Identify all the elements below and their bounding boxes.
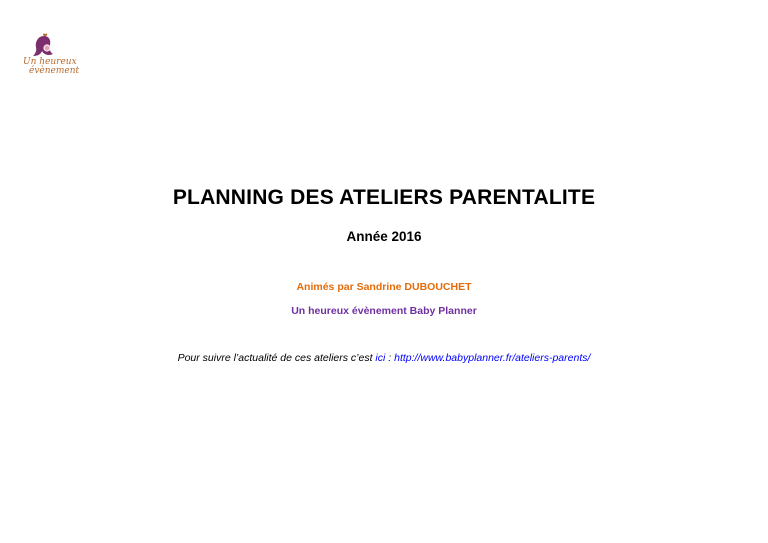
page-title: PLANNING DES ATELIERS PARENTALITE <box>172 186 596 209</box>
facilitator-prefix: Animés par Sandrine <box>296 281 405 293</box>
ici-link[interactable]: ici <box>375 352 386 364</box>
ateliers-parents-link[interactable]: http://www.babyplanner.fr/ateliers-parents/ <box>394 352 591 364</box>
follow-line <box>0 352 768 364</box>
year-subtitle: Année 2016 <box>346 229 422 244</box>
facilitator-line <box>0 281 768 293</box>
follow-separator: : <box>385 352 395 364</box>
logo <box>20 32 78 84</box>
logo-text <box>23 58 79 76</box>
company-line: Un heureux évènement Baby Planner <box>291 305 477 317</box>
logo-line-1: Un heureux <box>23 57 77 67</box>
follow-text: Pour suivre l’actualité de ces ateliers c’est <box>177 352 376 364</box>
logo-line-2: évènement <box>29 66 80 76</box>
facilitator-name: DUBOUCHET <box>404 281 472 293</box>
